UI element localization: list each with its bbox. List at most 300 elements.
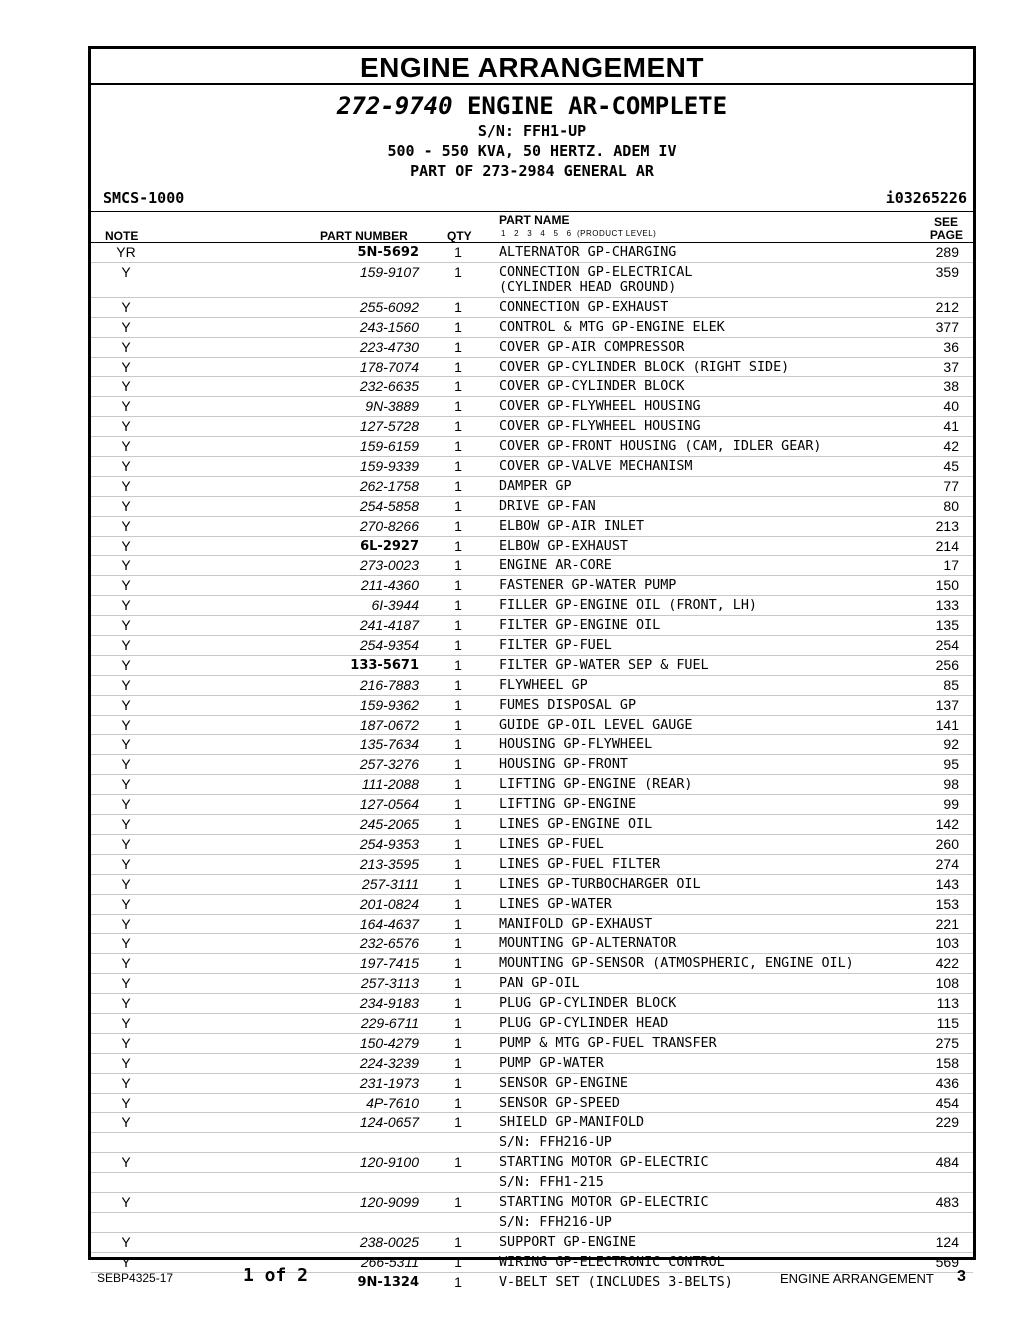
assembly-header — [91, 85, 973, 181]
row-qty: 1 — [454, 816, 462, 833]
row-see-page: 77 — [943, 477, 959, 494]
column-part-number: PART NUMBER — [320, 229, 408, 243]
row-see-page: 213 — [935, 517, 959, 534]
row-qty: 1 — [454, 637, 462, 654]
row-see-page: 113 — [936, 995, 959, 1012]
table-row — [91, 954, 973, 974]
page-footer — [0, 1262, 1020, 1292]
table-row — [91, 755, 973, 775]
section-title: ENGINE ARRANGEMENT — [91, 49, 973, 85]
row-part-name: FILLER GP-ENGINE OIL (FRONT, LH) — [499, 598, 757, 614]
row-part-number: 216-7883 — [359, 676, 419, 693]
row-part-name: SHIELD GP-MANIFOLD — [499, 1115, 645, 1131]
row-qty: 1 — [454, 398, 462, 415]
illustration-id: i03265226 — [885, 189, 967, 207]
row-qty: 1 — [454, 1193, 462, 1210]
row-part-name: PLUG GP-CYLINDER HEAD — [499, 1015, 669, 1031]
table-row — [91, 556, 973, 576]
row-part-number: 159-9362 — [359, 696, 419, 713]
row-see-page: 17 — [943, 557, 959, 574]
row-see-page: 45 — [943, 458, 959, 475]
row-qty: 1 — [454, 656, 462, 673]
table-row — [91, 377, 973, 397]
row-part-name: WIRING GP-ELECTRONIC CONTROL — [499, 1254, 725, 1270]
row-note: Y — [121, 955, 131, 972]
row-note: Y — [121, 1034, 131, 1051]
row-see-page: 135 — [935, 617, 959, 634]
row-qty: 1 — [454, 577, 462, 594]
row-part-name: FUMES DISPOSAL GP — [499, 697, 637, 713]
table-row — [91, 1094, 973, 1114]
row-note: Y — [121, 676, 131, 693]
row-see-page: 377 — [935, 318, 959, 335]
row-see-page: 142 — [935, 816, 959, 833]
row-note: YR — [116, 244, 136, 260]
row-see-page: 158 — [935, 1054, 959, 1071]
row-qty: 1 — [454, 1074, 462, 1091]
row-qty: 1 — [454, 1233, 462, 1250]
table-row — [91, 795, 973, 815]
row-part-number: 273-0023 — [359, 557, 419, 574]
row-note: Y — [121, 696, 131, 713]
row-part-number: 135-7634 — [359, 736, 419, 753]
row-qty: 1 — [454, 1154, 462, 1171]
row-note: Y — [121, 935, 131, 952]
row-see-page: 289 — [935, 244, 959, 260]
row-qty: 1 — [454, 418, 462, 435]
row-note: Y — [121, 855, 131, 872]
table-row — [91, 457, 973, 477]
row-qty: 1 — [454, 597, 462, 614]
row-part-name: FILTER GP-WATER SEP & FUEL — [499, 657, 709, 673]
row-part-number: 159-9339 — [359, 458, 419, 475]
row-part-name: FASTENER GP-WATER PUMP — [499, 578, 677, 594]
row-qty: 1 — [454, 263, 462, 280]
row-part-name: LINES GP-TURBOCHARGER OIL — [499, 876, 701, 892]
table-row — [91, 1213, 973, 1233]
assembly-title — [91, 91, 973, 121]
row-qty: 1 — [454, 935, 462, 952]
row-note: Y — [121, 756, 131, 773]
row-part-number: 120-9100 — [359, 1154, 419, 1171]
row-part-number: 127-0564 — [359, 796, 419, 813]
row-qty: 1 — [454, 835, 462, 852]
table-row — [91, 855, 973, 875]
row-part-name: PAN GP-OIL — [499, 976, 580, 992]
row-qty: 1 — [454, 875, 462, 892]
table-row — [91, 243, 973, 263]
row-qty: 1 — [454, 756, 462, 773]
row-note: Y — [121, 816, 131, 833]
row-note: Y — [121, 477, 131, 494]
table-row — [91, 1113, 973, 1133]
row-part-number: 9N-1324 — [357, 1274, 419, 1290]
row-note: Y — [121, 1253, 131, 1270]
row-part-number: 254-9353 — [359, 835, 419, 852]
row-part-name: FILTER GP-ENGINE OIL — [499, 618, 661, 634]
row-qty: 1 — [454, 1273, 462, 1290]
row-note: Y — [121, 1193, 131, 1210]
table-row — [91, 537, 973, 557]
row-note: Y — [121, 1094, 131, 1111]
column-product-levels: 1 2 3 4 5 6 (PRODUCT LEVEL) — [501, 229, 657, 238]
row-part-name: LINES GP-WATER — [499, 896, 612, 912]
table-row — [91, 417, 973, 437]
row-see-page: 153 — [935, 895, 959, 912]
row-part-name: COVER GP-AIR COMPRESSOR — [499, 339, 685, 355]
row-note: Y — [121, 1233, 131, 1250]
row-part-number: 241-4187 — [359, 617, 419, 634]
parts-table — [91, 243, 973, 1291]
table-row — [91, 1034, 973, 1054]
row-qty: 1 — [454, 318, 462, 335]
table-row — [91, 875, 973, 895]
row-qty: 1 — [454, 1034, 462, 1051]
row-qty: 1 — [454, 537, 462, 554]
row-part-name: ELBOW GP-EXHAUST — [499, 538, 628, 554]
row-part-name: STARTING MOTOR GP-ELECTRIC — [499, 1155, 709, 1171]
row-part-number: 213-3595 — [359, 855, 419, 872]
row-part-number: 270-8266 — [359, 517, 419, 534]
row-note: Y — [121, 835, 131, 852]
row-part-number: 9N-3889 — [365, 398, 419, 415]
row-part-name: SUPPORT GP-ENGINE — [499, 1234, 637, 1250]
table-row — [91, 1074, 973, 1094]
row-qty: 1 — [454, 796, 462, 813]
column-qty: QTY — [447, 229, 472, 243]
row-part-number: 262-1758 — [359, 477, 419, 494]
row-part-number: 254-5858 — [359, 497, 419, 514]
row-see-page: 85 — [943, 676, 959, 693]
row-see-page: 40 — [943, 398, 959, 415]
table-row — [91, 298, 973, 318]
row-see-page: 422 — [935, 955, 959, 972]
row-part-number: 127-5728 — [359, 418, 419, 435]
row-part-name: ALTERNATOR GP-CHARGING — [499, 245, 677, 260]
row-see-page: 569 — [935, 1253, 959, 1270]
footer-section: ENGINE ARRANGEMENT — [780, 1271, 934, 1286]
row-part-number: 232-6635 — [359, 378, 419, 395]
row-note: Y — [121, 298, 131, 315]
row-note: Y — [121, 597, 131, 614]
table-row — [91, 735, 973, 755]
row-qty: 1 — [454, 1253, 462, 1270]
row-qty: 1 — [454, 517, 462, 534]
assembly-serial: S/N: FFH1-UP — [477, 122, 587, 140]
row-part-name: LINES GP-FUEL FILTER — [499, 856, 661, 872]
row-part-name: MOUNTING GP-ALTERNATOR — [499, 936, 677, 952]
row-see-page: 274 — [935, 855, 959, 872]
row-part-name: LINES GP-FUEL — [499, 836, 604, 852]
row-note: Y — [121, 318, 131, 335]
row-qty: 1 — [454, 298, 462, 315]
row-see-page: 36 — [943, 338, 959, 355]
row-see-page: 95 — [943, 756, 959, 773]
column-part-name: PART NAME — [499, 213, 570, 227]
row-see-page: 103 — [935, 935, 959, 952]
row-note: Y — [121, 577, 131, 594]
row-qty: 1 — [454, 776, 462, 793]
row-part-name: SENSOR GP-SPEED — [499, 1095, 620, 1111]
row-qty: 1 — [454, 1054, 462, 1071]
row-part-number: 255-6092 — [359, 298, 419, 315]
row-part-number: 197-7415 — [359, 955, 419, 972]
row-qty: 1 — [454, 676, 462, 693]
row-part-name: ENGINE AR-CORE — [499, 558, 612, 574]
column-page: PAGE — [929, 228, 963, 242]
row-part-number: 229-6711 — [360, 1014, 419, 1031]
row-qty: 1 — [454, 497, 462, 514]
row-see-page: 484 — [935, 1154, 959, 1171]
row-part-name: COVER GP-FLYWHEEL HOUSING — [499, 419, 701, 435]
row-part-number: 224-3239 — [359, 1054, 419, 1071]
table-row — [91, 1133, 973, 1153]
footer-doc-id: SEBP4325-17 — [97, 1271, 174, 1285]
table-row — [91, 1014, 973, 1034]
column-note: NOTE — [105, 229, 139, 243]
row-qty: 1 — [454, 716, 462, 733]
table-row — [91, 676, 973, 696]
table-row — [91, 338, 973, 358]
table-row — [91, 1233, 973, 1253]
row-qty: 1 — [454, 1114, 462, 1131]
table-row — [91, 994, 973, 1014]
footer-page-number: 3 — [957, 1268, 966, 1285]
row-part-name: PUMP & MTG GP-FUEL TRANSFER — [499, 1035, 717, 1051]
table-row — [91, 815, 973, 835]
row-part-name: STARTING MOTOR GP-ELECTRIC — [499, 1194, 709, 1210]
table-row — [91, 497, 973, 517]
row-part-number: 243-1560 — [359, 318, 419, 335]
row-note: Y — [121, 458, 131, 475]
row-part-number: 4P-7610 — [366, 1094, 419, 1111]
row-qty: 1 — [454, 855, 462, 872]
row-part-name: DAMPER GP — [499, 478, 572, 494]
row-qty: 1 — [454, 358, 462, 375]
row-note: Y — [121, 776, 131, 793]
row-see-page: 275 — [935, 1034, 959, 1051]
row-see-page: 229 — [935, 1114, 959, 1131]
row-part-name: COVER GP-VALVE MECHANISM — [499, 459, 693, 475]
row-see-page: 37 — [943, 358, 959, 375]
row-qty: 1 — [454, 895, 462, 912]
row-part-name: COVER GP-FRONT HOUSING (CAM, IDLER GEAR) — [499, 439, 822, 455]
row-part-number: 234-9183 — [359, 995, 419, 1012]
row-note: Y — [121, 438, 131, 455]
row-part-number: 257-3113 — [360, 975, 419, 992]
row-part-number: 211-4360 — [360, 577, 419, 594]
row-see-page: 436 — [935, 1074, 959, 1091]
row-part-name: DRIVE GP-FAN — [499, 498, 596, 514]
column-see: SEE — [933, 215, 958, 229]
assembly-spec: 500 - 550 KVA, 50 HERTZ. ADEM IV — [387, 142, 677, 160]
row-see-page: 221 — [935, 915, 959, 932]
table-row — [91, 1153, 973, 1173]
row-note: Y — [121, 497, 131, 514]
row-note: Y — [121, 557, 131, 574]
row-part-name: COVER GP-CYLINDER BLOCK (RIGHT SIDE) — [499, 359, 790, 375]
table-row — [91, 696, 973, 716]
table-row — [91, 318, 973, 338]
table-row — [91, 656, 973, 676]
row-part-name: HOUSING GP-FRONT — [499, 757, 628, 773]
row-note: Y — [121, 358, 131, 375]
row-part-name: FILTER GP-FUEL — [499, 638, 612, 654]
row-see-page: 38 — [943, 378, 959, 395]
row-qty: 1 — [454, 1014, 462, 1031]
row-see-page: 212 — [935, 298, 959, 315]
row-qty: 1 — [454, 736, 462, 753]
row-note: Y — [121, 915, 131, 932]
row-part-number: 266-5311 — [360, 1253, 419, 1270]
row-note: Y — [121, 338, 131, 355]
row-part-number: 159-9107 — [359, 263, 419, 280]
row-part-name: V-BELT SET (INCLUDES 3-BELTS) — [499, 1274, 733, 1290]
row-see-page: 256 — [935, 656, 959, 673]
row-qty: 1 — [454, 915, 462, 932]
row-qty: 1 — [454, 995, 462, 1012]
row-qty: 1 — [454, 1094, 462, 1111]
row-see-page: 150 — [935, 577, 959, 594]
smcs-code: SMCS-1000 — [103, 189, 185, 207]
row-part-number: 238-0025 — [359, 1233, 419, 1250]
row-part-name: CONTROL & MTG GP-ENGINE ELEK — [499, 319, 725, 335]
row-part-name: S/N: FFH1-215 — [499, 1175, 604, 1191]
row-qty: 1 — [454, 458, 462, 475]
row-note: Y — [121, 716, 131, 733]
row-part-number: 133-5671 — [350, 657, 419, 673]
row-see-page: 141 — [935, 716, 959, 733]
row-qty: 1 — [454, 477, 462, 494]
row-see-page: 124 — [935, 1233, 959, 1250]
table-row — [91, 263, 973, 298]
row-note: Y — [121, 736, 131, 753]
row-note: Y — [121, 895, 131, 912]
table-row — [91, 1193, 973, 1213]
table-row — [91, 835, 973, 855]
row-part-number: 164-4637 — [359, 915, 419, 932]
row-part-name: HOUSING GP-FLYWHEEL — [499, 737, 653, 753]
row-see-page: 92 — [943, 736, 959, 753]
assembly-part-number: 272-9740 — [336, 92, 453, 120]
row-note: Y — [121, 1114, 131, 1131]
table-row — [91, 1173, 973, 1193]
column-headers — [91, 212, 973, 243]
row-part-number: 232-6576 — [359, 935, 419, 952]
table-row — [91, 397, 973, 417]
row-part-number: 124-0657 — [359, 1114, 419, 1131]
row-part-number: 201-0824 — [359, 895, 419, 912]
row-note: Y — [121, 418, 131, 435]
table-row — [91, 934, 973, 954]
row-part-number: 111-2088 — [361, 776, 419, 793]
row-qty: 1 — [454, 557, 462, 574]
row-part-number: 5N-5692 — [357, 245, 419, 260]
table-row — [91, 775, 973, 795]
row-note: Y — [121, 398, 131, 415]
row-qty: 1 — [454, 438, 462, 455]
row-see-page: 99 — [943, 796, 959, 813]
row-part-name: LINES GP-ENGINE OIL — [499, 817, 653, 833]
row-part-number: 178-7074 — [359, 358, 419, 375]
row-note: Y — [121, 637, 131, 654]
assembly-part-name: ENGINE AR-COMPLETE — [466, 92, 728, 120]
row-part-name: MOUNTING GP-SENSOR (ATMOSPHERIC, ENGINE OIL) — [499, 956, 854, 972]
row-see-page: 137 — [935, 696, 959, 713]
row-see-page: 108 — [935, 975, 959, 992]
row-part-name: CONNECTION GP-ELECTRICAL (CYLINDER HEAD GROUND) — [499, 264, 693, 295]
table-row — [91, 915, 973, 935]
row-part-number: 257-3111 — [361, 875, 419, 892]
table-row — [91, 477, 973, 497]
row-part-name: FLYWHEEL GP — [499, 677, 588, 693]
row-note: Y — [121, 1014, 131, 1031]
row-part-name: PUMP GP-WATER — [499, 1055, 604, 1071]
row-part-number: 6L-2927 — [360, 538, 419, 554]
row-see-page: 359 — [935, 263, 959, 280]
row-qty: 1 — [454, 378, 462, 395]
row-part-number: 6I-3944 — [371, 597, 419, 614]
row-part-number: 223-4730 — [359, 338, 419, 355]
row-see-page: 133 — [935, 597, 959, 614]
row-part-name: GUIDE GP-OIL LEVEL GAUGE — [499, 717, 693, 733]
row-part-name: COVER GP-FLYWHEEL HOUSING — [499, 399, 701, 415]
row-qty: 1 — [454, 955, 462, 972]
row-note: Y — [121, 995, 131, 1012]
row-see-page: 214 — [935, 537, 959, 554]
row-note: Y — [121, 617, 131, 634]
row-qty: 1 — [454, 244, 462, 260]
row-note: Y — [121, 1154, 131, 1171]
row-see-page: 260 — [935, 835, 959, 852]
row-see-page: 254 — [935, 637, 959, 654]
row-part-number: 257-3276 — [359, 756, 419, 773]
row-part-number: 120-9099 — [359, 1193, 419, 1210]
row-part-number: 187-0672 — [359, 716, 419, 733]
table-row — [91, 616, 973, 636]
row-part-number: 231-1973 — [359, 1074, 419, 1091]
row-part-name: ELBOW GP-AIR INLET — [499, 518, 645, 534]
row-qty: 1 — [454, 617, 462, 634]
row-note: Y — [121, 537, 131, 554]
row-see-page: 42 — [943, 438, 959, 455]
row-part-number: 159-6159 — [359, 438, 419, 455]
table-row — [91, 517, 973, 537]
row-note: Y — [121, 975, 131, 992]
row-note: Y — [121, 517, 131, 534]
table-row — [91, 716, 973, 736]
row-note: Y — [121, 656, 131, 673]
row-qty: 1 — [454, 338, 462, 355]
row-part-name: S/N: FFH216-UP — [499, 1135, 612, 1151]
row-see-page: 80 — [943, 497, 959, 514]
table-row — [91, 636, 973, 656]
table-row — [91, 1054, 973, 1074]
row-part-name: S/N: FFH216-UP — [499, 1214, 612, 1230]
row-note: Y — [121, 875, 131, 892]
table-row — [91, 576, 973, 596]
row-part-number: 150-4279 — [359, 1034, 419, 1051]
row-part-number: 254-9354 — [359, 637, 419, 654]
row-see-page: 454 — [935, 1094, 959, 1111]
row-part-name: SENSOR GP-ENGINE — [499, 1075, 628, 1091]
row-see-page: 115 — [936, 1014, 959, 1031]
row-note: Y — [121, 1054, 131, 1071]
row-note: Y — [121, 263, 131, 280]
footer-page-of: 1 of 2 — [243, 1265, 309, 1286]
row-see-page: 41 — [943, 418, 959, 435]
row-part-name: PLUG GP-CYLINDER BLOCK — [499, 996, 677, 1012]
